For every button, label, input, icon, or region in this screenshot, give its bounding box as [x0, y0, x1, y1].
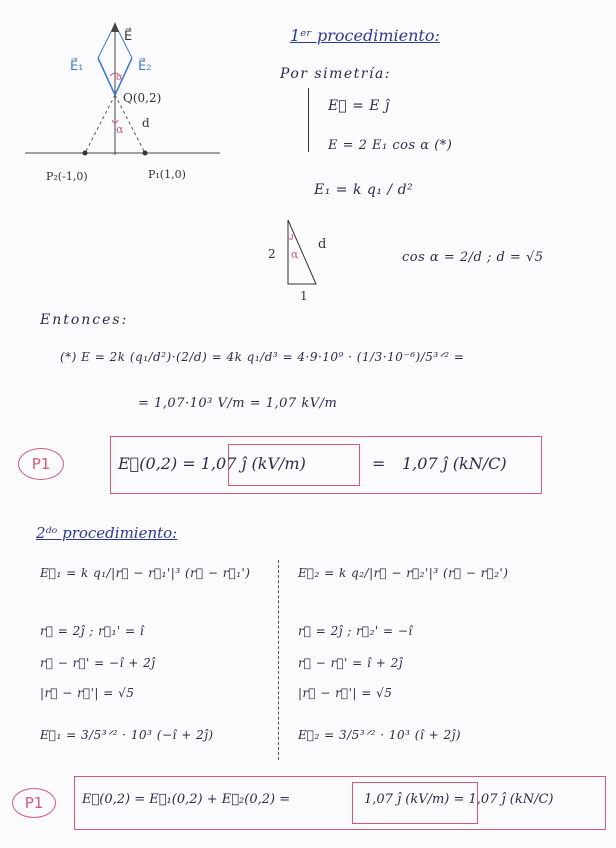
label-alpha-lower: α — [116, 123, 124, 136]
label-p2: P₂(-1,0) — [46, 170, 88, 183]
result-2-value: 1,07 ĵ (kV/m) = 1,07 ĵ (kN/C) — [364, 792, 554, 807]
result-2-sum: E⃗(0,2) = E⃗₁(0,2) + E⃗₂(0,2) = — [82, 792, 291, 807]
symmetry-line-1: E⃗ = E ĵ — [328, 98, 390, 114]
right-line-1: E⃗₂ = k q₂/|r⃗ − r⃗₂'|³ (r⃗ − r⃗₂') — [298, 566, 509, 580]
calc-line-2: = 1,07·10³ V/m = 1,07 kV/m — [138, 396, 338, 411]
triangle-label-1: 1 — [300, 289, 308, 303]
field-diagram — [20, 20, 260, 190]
cos-relation: cos α = 2/d ; d = √5 — [402, 250, 544, 265]
heading-procedure-1: 1ᵉʳ procedimiento: — [290, 26, 440, 45]
triangle-alpha-arc — [288, 234, 293, 239]
triangle-diagram — [262, 212, 352, 308]
heading-procedure-2: 2ᵈᵒ procedimiento: — [36, 524, 178, 542]
brace — [308, 88, 311, 152]
label-e1: E⃗₁ — [70, 59, 84, 74]
left-line-2: r⃗ = 2ĵ ; r⃗₁' = î — [40, 624, 145, 638]
triangle-label-2: 2 — [268, 247, 276, 261]
label-p1: P₁(1,0) — [148, 168, 186, 181]
p1-marker-2: P1 — [12, 788, 56, 818]
left-line-5: E⃗₁ = 3/5³ᐟ² · 10³ (−î + 2ĵ) — [40, 728, 214, 742]
e1-vector — [98, 58, 115, 95]
symmetry-line-3: E₁ = k q₁ / d² — [314, 182, 414, 198]
result-1-equation: E⃗(0,2) = 1,07 ĵ (kV/m) — [118, 454, 306, 473]
e-arrow-head — [111, 22, 119, 32]
left-line-1: E⃗₁ = k q₁/|r⃗ − r⃗₁'|³ (r⃗ − r⃗₁') — [40, 566, 251, 580]
label-alpha-upper: α — [116, 72, 123, 83]
dashed-line-p2 — [85, 95, 115, 153]
entonces-label: Entonces: — [40, 312, 129, 328]
right-line-3: r⃗ − r⃗' = î + 2ĵ — [298, 656, 403, 670]
left-line-4: |r⃗ − r⃗'| = √5 — [40, 686, 135, 700]
column-divider — [278, 560, 280, 760]
symmetry-intro: Por simetría: — [280, 66, 392, 82]
right-line-2: r⃗ = 2ĵ ; r⃗₂' = −î — [298, 624, 413, 638]
triangle-label-alpha: α — [291, 248, 299, 261]
charge-p1 — [143, 151, 148, 156]
left-line-3: r⃗ − r⃗' = −î + 2ĵ — [40, 656, 156, 670]
p1-marker-1: P1 — [18, 448, 64, 480]
result-1-kn: 1,07 ĵ (kN/C) — [402, 454, 507, 473]
charge-p2 — [83, 151, 88, 156]
right-line-4: |r⃗ − r⃗'| = √5 — [298, 686, 393, 700]
label-e: E⃗ — [124, 29, 133, 44]
label-d: d — [142, 116, 150, 130]
symmetry-line-2: E = 2 E₁ cos α (*) — [328, 138, 453, 153]
right-line-5: E⃗₂ = 3/5³ᐟ² · 10³ (î + 2ĵ) — [298, 728, 462, 742]
triangle-label-d: d — [318, 237, 327, 252]
result-1-eqsign: = — [372, 454, 386, 473]
calc-line-1: (*) E = 2k (q₁/d²)·(2/d) = 4k q₁/d³ = 4·9·10⁹ · (1/3·10⁻⁶)/5³ᐟ² = — [60, 350, 465, 364]
label-e2: E⃗₂ — [138, 59, 152, 74]
label-q: Q(0,2) — [123, 91, 162, 105]
